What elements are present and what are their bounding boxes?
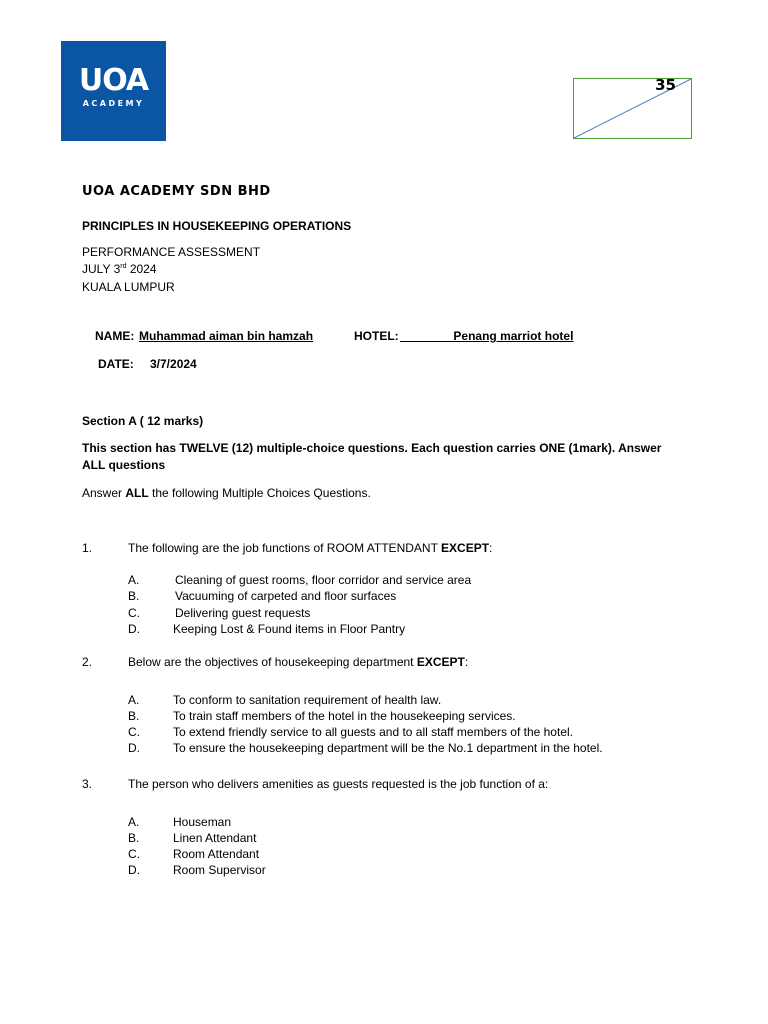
option-letter: C. [128,606,140,620]
question-body: The person who delivers amenities as guests requested is the job function of a: [128,777,549,791]
question-tail: : [489,541,493,555]
option-letter: B. [128,709,140,723]
logo-sub-text: ACADEMY [82,99,145,108]
option-letter: C. [128,847,140,861]
option-text: Room Supervisor [173,863,266,877]
option-text: To extend friendly service to all guests and to all staff members of the hotel. [173,725,573,739]
section-description: This section has TWELVE (12) multiple-choice questions. Each question carries ONE (1mark). Answer ALL questions [82,441,662,472]
question-emphasis: EXCEPT [441,541,490,555]
option-text: To ensure the housekeeping department will be the No.1 department in the hotel. [173,741,603,755]
company-name: UOA ACADEMY SDN BHD [82,184,271,199]
option-letter: A. [128,693,140,707]
logo-main-text: UOA [78,63,149,98]
option-text: Room Attendant [173,847,260,861]
option-letter: D. [128,741,140,755]
option-letter: B. [128,831,140,845]
option-letter: D. [128,622,140,636]
option-letter: D. [128,863,140,877]
date-value: 3/7/2024 [150,357,197,371]
question-tail: : [464,655,469,669]
question-body: Below are the objectives of housekeeping department [128,655,417,669]
uoa-academy-logo [61,41,166,141]
assessment-title: PERFORMANCE ASSESSMENT [82,245,261,259]
assessment-date [82,262,157,277]
date-prefix: JULY 3 [82,262,121,276]
instruction-pre: Answer [82,486,126,500]
name-label: NAME: [95,329,135,343]
option-text: Vacuuming of carpeted and floor surfaces [175,589,397,603]
option-text: To conform to sanitation requirement of health law. [173,693,442,707]
assessment-location: KUALA LUMPUR [82,280,175,294]
date-label: DATE: [98,357,134,371]
question-number: 2. [82,655,93,669]
hotel-value: ________Penang marriot hotel [400,329,574,343]
option-text: Cleaning of guest rooms, floor corridor and service area [175,573,472,587]
option-letter: A. [128,573,140,587]
score-value: 35 [655,76,676,94]
option-text: Linen Attendant [173,831,257,845]
question-body: The following are the job functions of ROOM ATTENDANT [128,541,442,555]
option-letter: B. [128,589,140,603]
question-emphasis: EXCEPT [416,655,465,669]
question-text [128,655,468,670]
date-superscript: rd [120,263,127,270]
question-number: 1. [82,541,93,555]
question-number: 3. [82,777,93,791]
option-text: To train staff members of the hotel in the housekeeping services. [173,709,516,723]
option-letter: A. [128,815,140,829]
hotel-label: HOTEL: [354,329,399,343]
option-letter: C. [128,725,140,739]
question-text [128,541,492,556]
date-suffix: 2024 [126,262,157,276]
option-text: Delivering guest requests [175,606,311,620]
score-box [573,78,692,139]
name-value: Muhammad aiman bin hamzah [139,329,314,343]
instruction-post: the following Multiple Choices Questions. [148,486,371,500]
section-instruction [82,486,371,501]
course-title: PRINCIPLES IN HOUSEKEEPING OPERATIONS [82,219,352,233]
option-text: Keeping Lost & Found items in Floor Pantry [173,622,406,636]
question-text [128,777,548,792]
instruction-bold: ALL [125,486,149,500]
section-title: Section A ( 12 marks) [82,414,204,428]
option-text: Houseman [173,815,232,829]
